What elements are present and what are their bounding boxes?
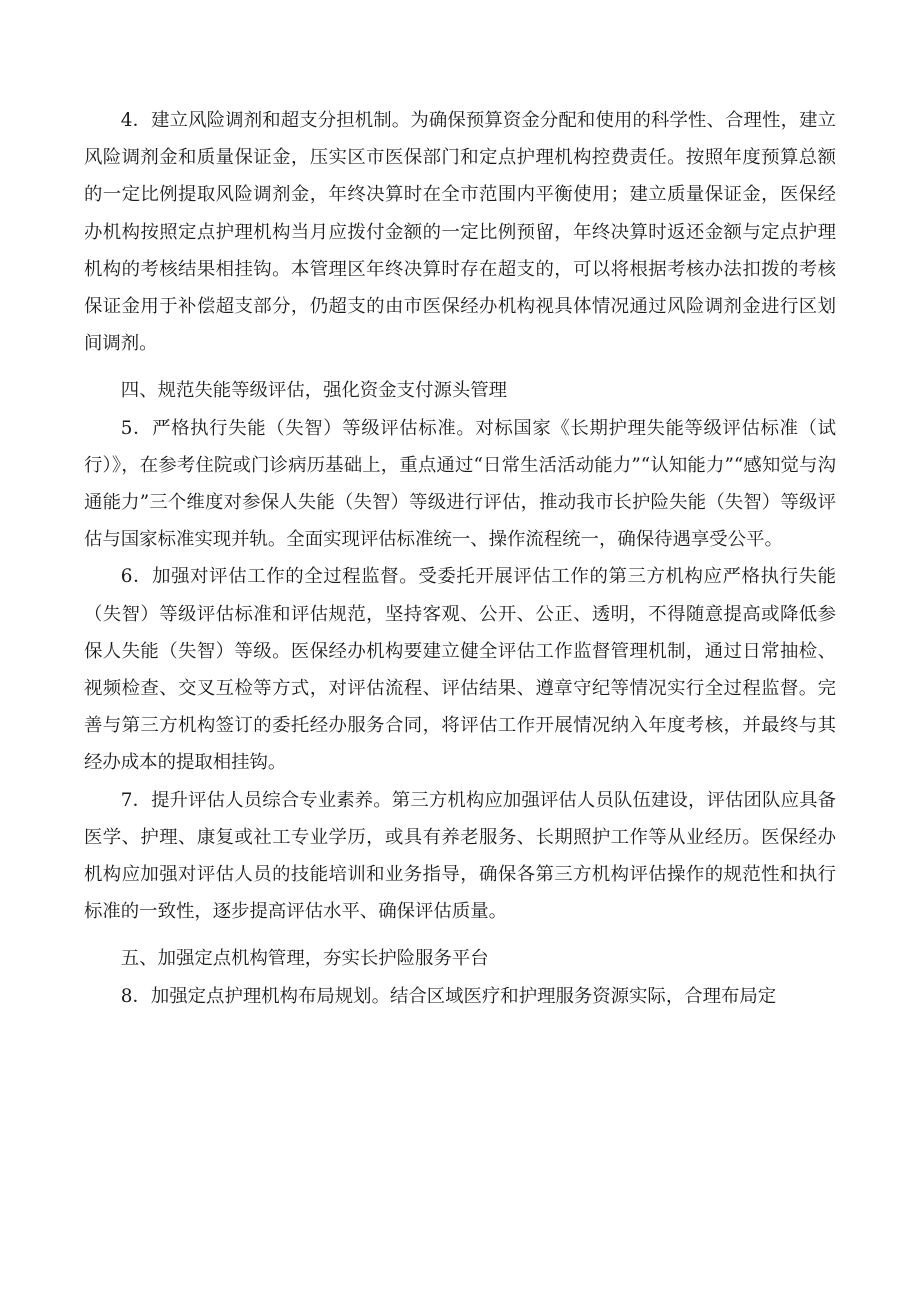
document-page (84, 102, 836, 1015)
paragraph-item-7: 7．提升评估人员综合专业素养。第三方机构应加强评估人员队伍建设，评估团队应具备医学、护理、康复或社工专业学历，或具有养老服务、长期照护工作等从业经历。医保经办机构应加强对评估人员的技能培训和业务指导，确保各第三方机构评估操作的规范性和执行标准的一致性，逐步提高评估水平、确保评估质量。 (84, 789, 836, 923)
paragraph-item-5: 5．严格执行失能（失智）等级评估标准。对标国家《长期护理失能等级评估标准（试行）》，在参考住院或门诊病历基础上，重点通过“日常生活活动能力”“认知能力”“感知觉与沟通能力”三个维度对参保人失能（失智）等级进行评估，推动我市长护险失能（失智）等级评估与国家标准实现并轨。全面实现评估标准统一、操作流程统一，确保待遇享受公平。 (84, 417, 836, 551)
paragraph-item-6: 6．加强对评估工作的全过程监督。受委托开展评估工作的第三方机构应严格执行失能（失智）等级评估标准和评估规范，坚持客观、公开、公正、透明，不得随意提高或降低参保人失能（失智）等级。医保经办机构要建立健全评估工作监督管理机制，通过日常抽检、视频检查、交叉互检等方式，对评估流程、评估结果、遵章守纪等情况实行全过程监督。完善与第三方机构签订的委托经办服务合同，将评估工作开展情况纳入年度考核，并最终与其经办成本的提取相挂钩。 (84, 566, 836, 774)
section-heading-5: 五、加强定点机构管理，夯实长护险服务平台 (120, 948, 489, 970)
paragraph-item-8: 8．加强定点护理机构布局规划。结合区域医疗和护理服务资源实际，合理布局定 (120, 985, 777, 1007)
section-heading-4: 四、规范失能等级评估，强化资金支付源头管理 (120, 380, 508, 402)
paragraph-item-4: 4．建立风险调剂和超支分担机制。为确保预算资金分配和使用的科学性、合理性，建立风险调剂金和质量保证金，压实区市医保部门和定点护理机构控费责任。按照年度预算总额的一定比例提取风险调剂金，年终决算时在全市范围内平衡使用；建立质量保证金，医保经办机构按照定点护理机构当月应拨付金额的一定比例预留，年终决算时返还金额与定点护理机构的考核结果相挂钩。本管理区年终决算时存在超支的，可以将根据考核办法扣拨的考核保证金用于补偿超支部分，仍超支的由市医保经办机构视具体情况通过风险调剂金进行区划间调剂。 (84, 110, 836, 355)
